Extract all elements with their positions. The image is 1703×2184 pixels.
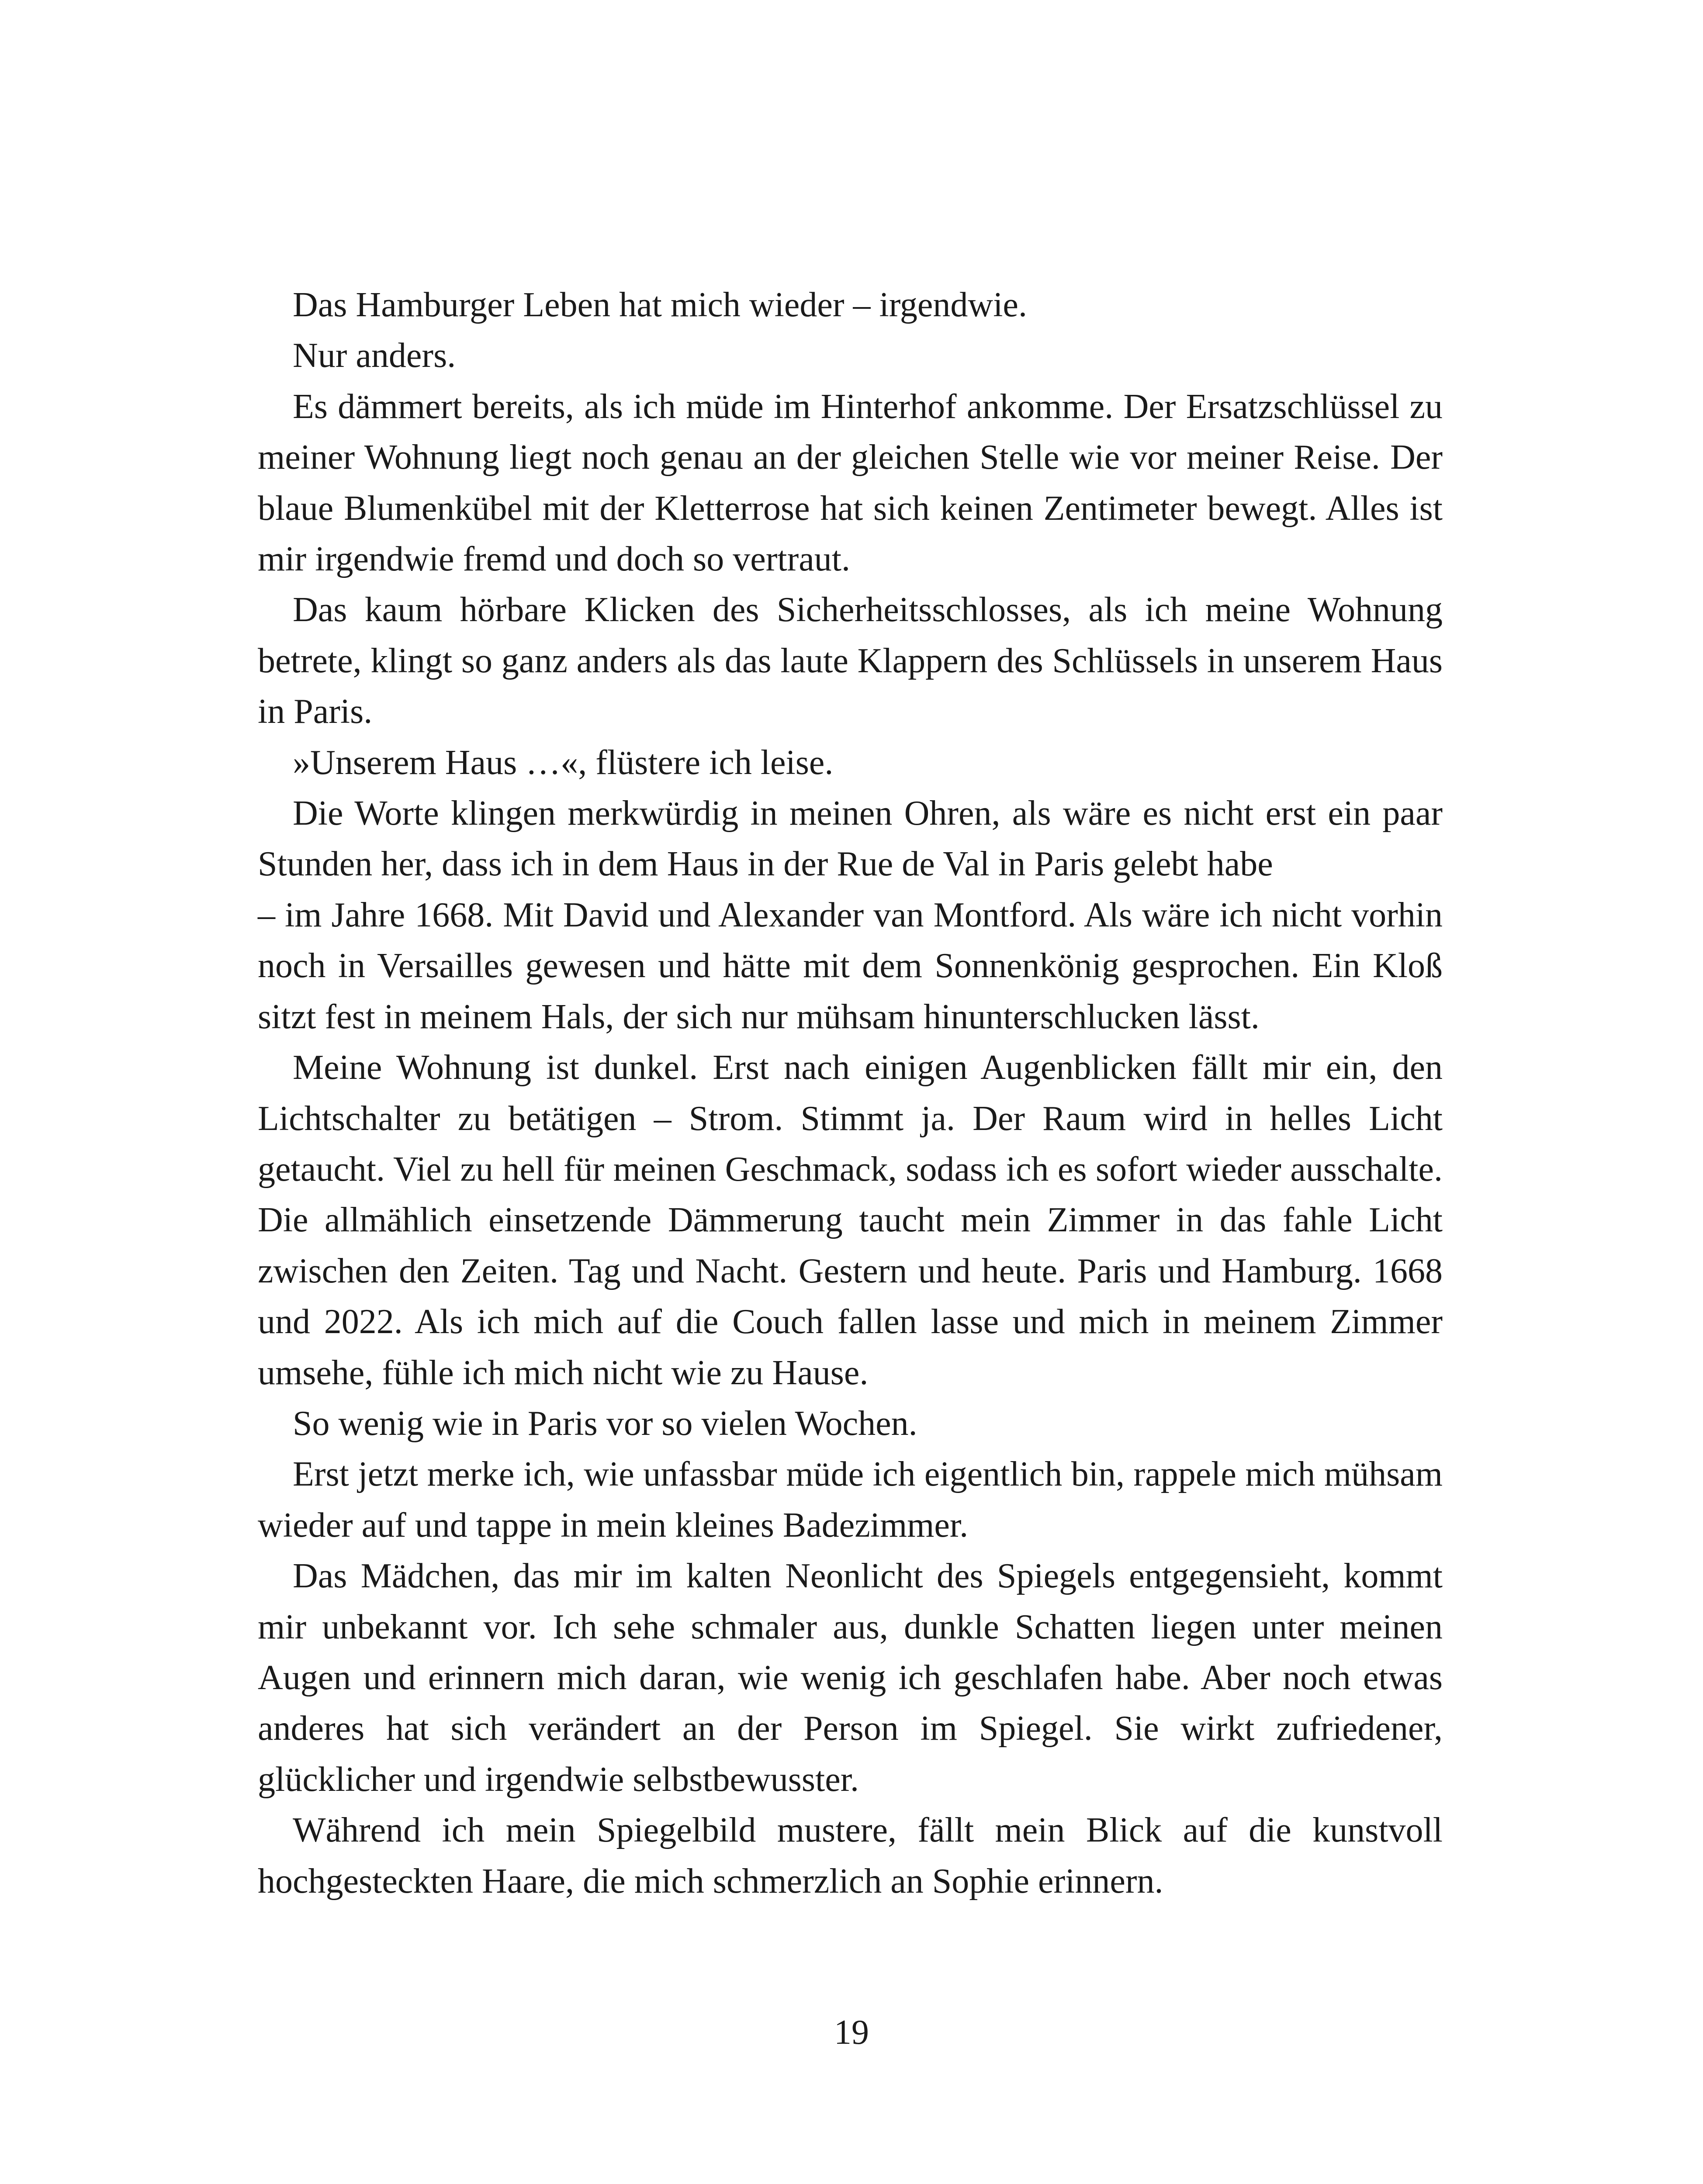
paragraph: Das kaum hörbare Klicken des Sicherheitsschlosses, als ich meine Wohnung betrete, klingt so ganz anders als das laute Klappern des Schlüssels in unserem Haus in Paris. (258, 591, 1443, 731)
paragraph: Die Worte klingen merkwürdig in meinen Ohren, als wäre es nicht erst ein paar Stunden her, dass ich in dem Haus in der Rue de Val in Paris gelebt habe (258, 794, 1443, 884)
paragraph: »Unserem Haus …«, flüstere ich leise. (293, 743, 834, 782)
body-text (258, 280, 1443, 1907)
paragraph: Das Hamburger Leben hat mich wieder – irgendwie. (293, 286, 1027, 324)
paragraph: Nur anders. (293, 336, 456, 375)
paragraph: – im Jahre 1668. Mit David und Alexander van Montford. Als wäre ich nicht vorhin noch in Versailles gewesen und hätte mit dem Sonnenkönig gesprochen. Ein Kloß sitzt fest in meinem Hals, der sich nur mühsam hinunterschlucken lässt. (258, 895, 1443, 1036)
paragraph: Erst jetzt merke ich, wie unfassbar müde ich eigentlich bin, rappele mich mühsam wieder auf und tappe in mein kleines Badezimmer. (258, 1455, 1443, 1545)
paragraph: Während ich mein Spiegelbild mustere, fällt mein Blick auf die kunstvoll hochgesteckten Haare, die mich schmerzlich an Sophie erinnern. (258, 1811, 1443, 1901)
paragraph: Das Mädchen, das mir im kalten Neonlicht des Spiegels entgegensieht, kommt mir unbekannt vor. Ich sehe schmaler aus, dunkle Schatten liegen unter meinen Augen und erinnern mich daran, wie wenig ich geschlafen habe. Aber noch etwas anderes hat sich verändert an der Person im Spiegel. Sie wirkt zufriedener, glücklicher und irgendwie selbstbewusster. (258, 1557, 1443, 1799)
paragraph: Es dämmert bereits, als ich müde im Hinterhof ankomme. Der Ersatzschlüssel zu meiner Wohnung liegt noch genau an der gleichen Stelle wie vor meiner Reise. Der blaue Blumenkübel mit der Kletterrose hat sich keinen Zentimeter bewegt. Alles ist mir irgendwie fremd und doch so vertraut. (258, 387, 1443, 579)
paragraph: So wenig wie in Paris vor so vielen Wochen. (293, 1404, 917, 1443)
paragraph: Meine Wohnung ist dunkel. Erst nach einigen Augenblicken fällt mir ein, den Lichtschalter zu betätigen – Strom. Stimmt ja. Der Raum wird in helles Licht getaucht. Viel zu hell für meinen Geschmack, sodass ich es sofort wieder ausschalte. Die allmählich einsetzende Dämmerung taucht mein Zimmer in das fahle Licht zwischen den Zeiten. Tag und Nacht. Gestern und heute. Paris und Hamburg. 1668 und 2022. Als ich mich auf die Couch fallen lasse und mich in meinem Zimmer umsehe, fühle ich mich nicht wie zu Hause. (258, 1048, 1443, 1392)
page-number: 19 (834, 2013, 869, 2052)
